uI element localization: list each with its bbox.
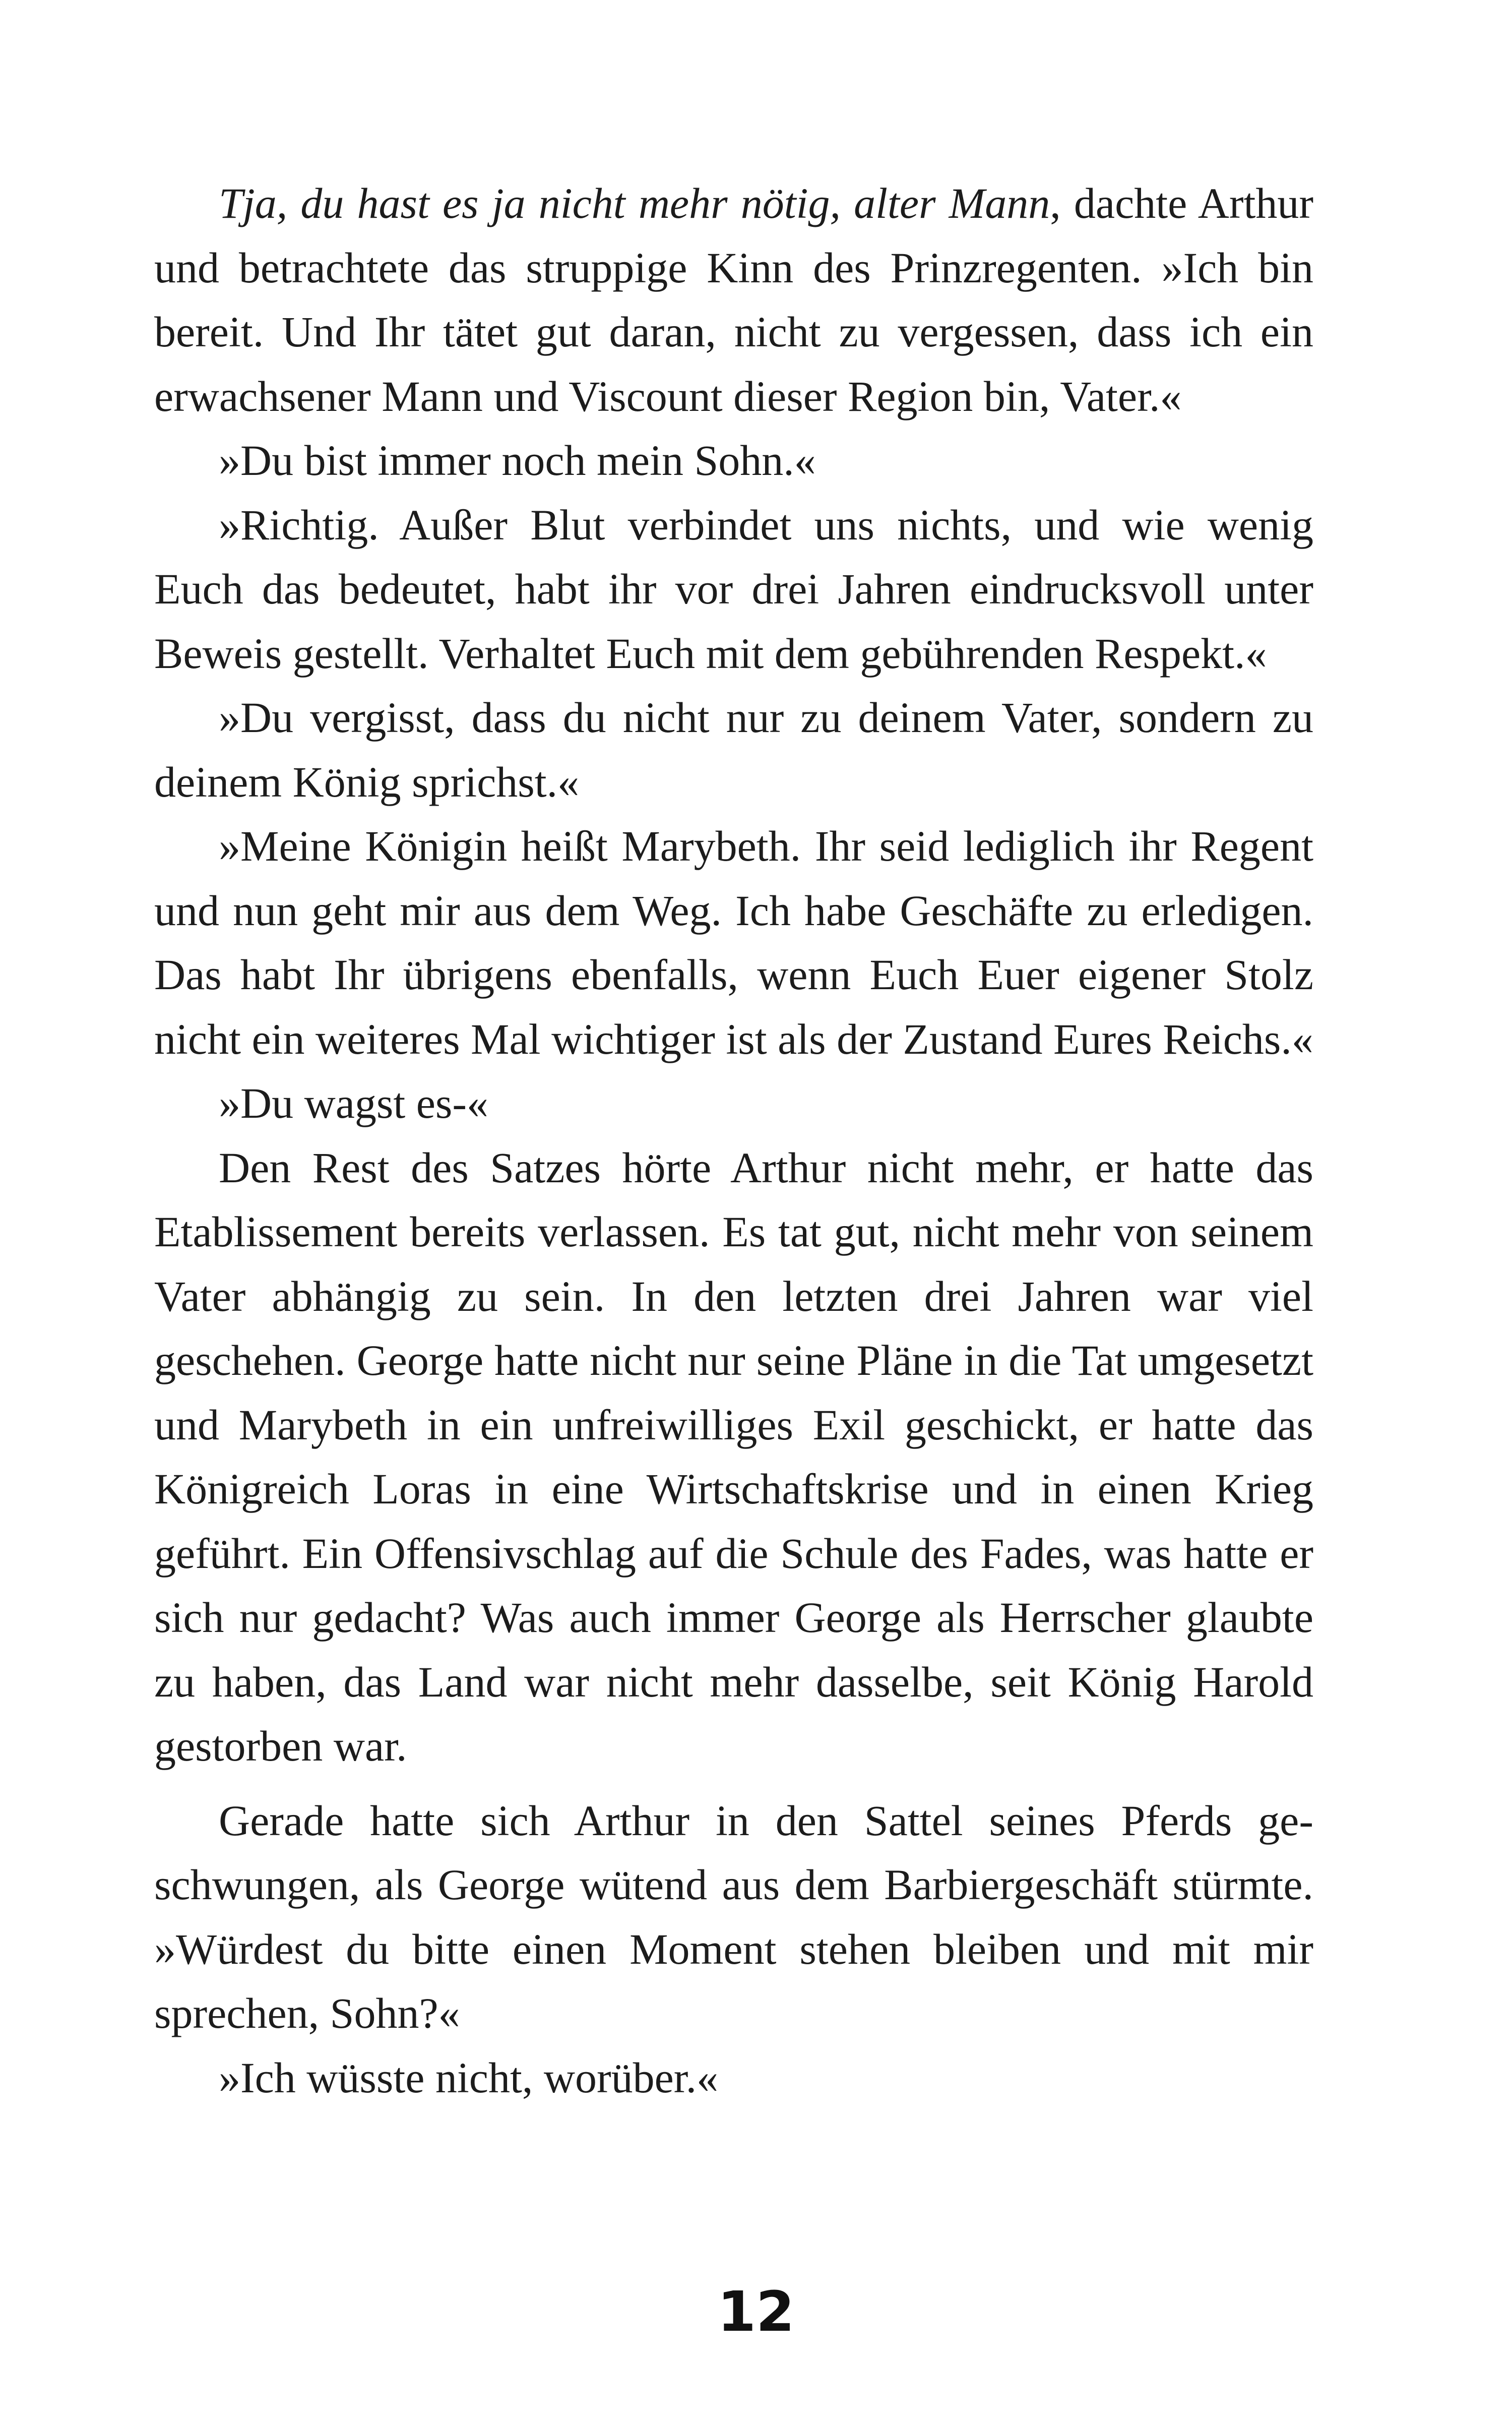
paragraph: Gerade hatte sich Arthur in den Sattel seines Pferds geschwungen, als George wütend aus dem Barbiergeschäft stürmte. »Würdest du bitte einen Moment stehen bleiben und mit mir sprechen, Sohn?« [154,1796,1313,2037]
body-text [154,171,1313,2110]
paragraph: »Du wagst es-« [219,1079,489,1127]
page-number: 12 [717,2279,795,2344]
paragraph-text: , dachte Arthur und betrachtete das struppige Kinn des Prinzregenten. »Ich bin bereit. Und Ihr tätet gut daran, nicht zu vergessen, dass ich ein erwachsener Mann und Viscount dieser Region bin, Vater.« [154,179,1313,420]
paragraph: »Richtig. Außer Blut verbindet uns nichts, und wie wenig Euch das bedeutet, habt ihr vor drei Jahren eindrucksvoll unter Beweis gestellt. Verhaltet Euch mit dem gebührenden Respekt.« [154,500,1313,678]
paragraph: »Meine Königin heißt Marybeth. Ihr seid lediglich ihr Regent und nun geht mir aus dem Weg. Ich habe Geschäfte zu erledigen. Das habt Ihr übrigens ebenfalls, wenn Euch Euer eigener Stolz nicht ein weiteres Mal wichtiger ist als der Zustand Eures Reichs.« [154,822,1313,1063]
paragraph [154,171,1313,429]
paragraph: »Du vergisst, dass du nicht nur zu deinem Vater, sondern zu deinem König sprichst.« [154,693,1313,806]
paragraph: »Du bist immer noch mein Sohn.« [219,436,816,485]
italic-thought: Tja, du hast es ja nicht mehr nötig, alter Mann [219,179,1050,227]
paragraph: Den Rest des Satzes hörte Arthur nicht mehr, er hatte das Etablissement bereits verlassen. Es tat gut, nicht mehr von seinem Vater abhängig zu sein. In den letzten drei Jahren war viel geschehen. George hatte nicht nur seine Pläne in die Tat umgesetzt und Marybeth in ein unfreiwilliges Exil geschickt, er hatte das Königreich Loras in eine Wirtschaftskrise und in einen Krieg geführt. Ein Offensivschlag auf die Schule des Fades, was hatte er sich nur gedacht? Was auch immer George als Herrscher glaubte zu haben, das Land war nicht mehr dasselbe, seit König Harold gestorben war. [154,1143,1313,1770]
paragraph: »Ich wüsste nicht, worüber.« [219,2053,719,2102]
